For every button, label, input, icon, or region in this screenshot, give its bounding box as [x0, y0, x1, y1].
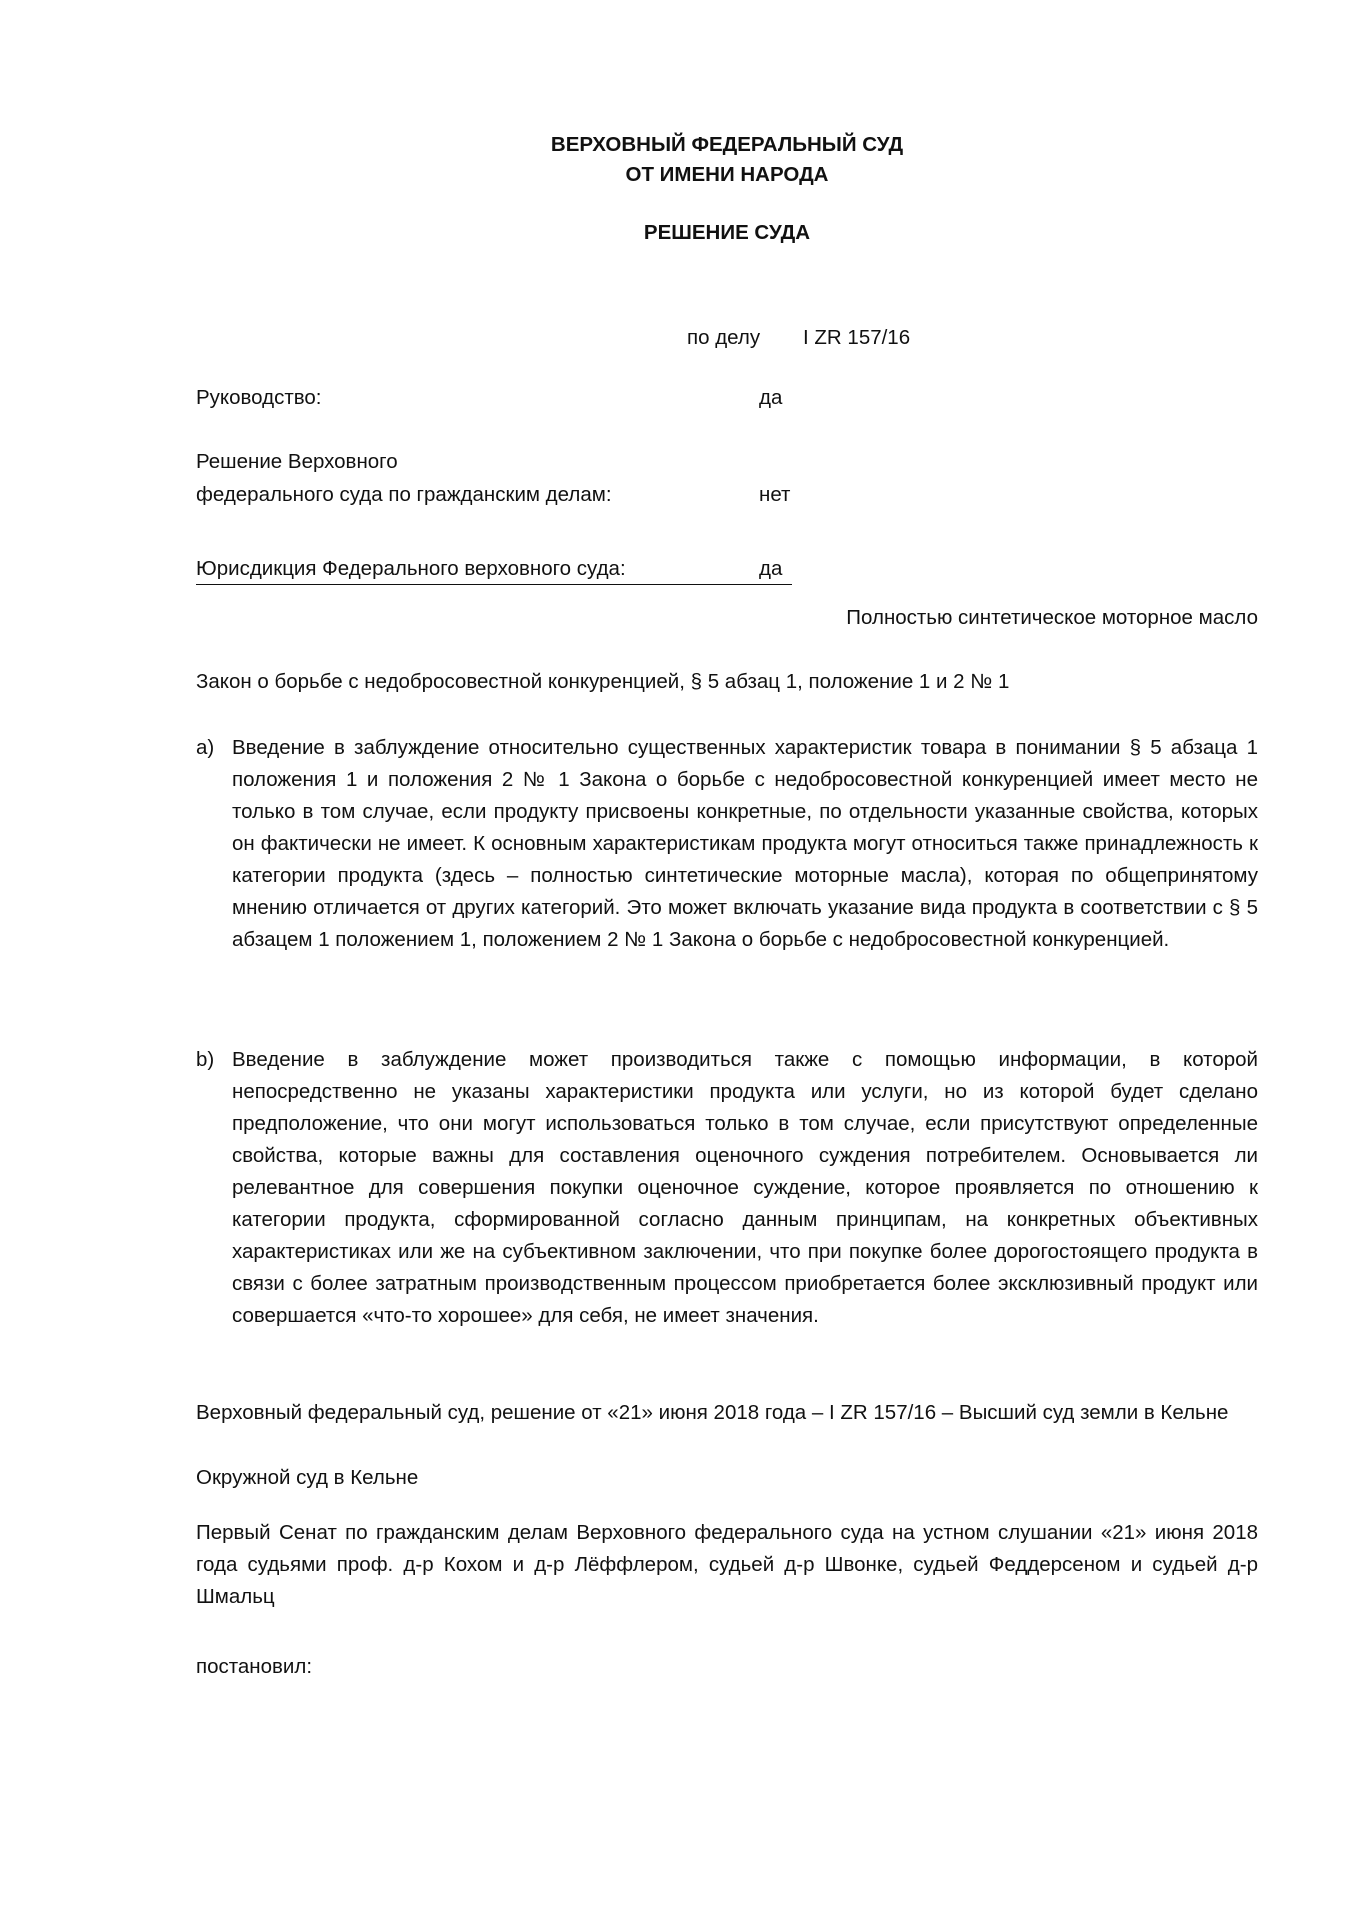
headnote-marker: a) — [196, 736, 215, 759]
case-number: I ZR 157/16 — [803, 326, 911, 349]
senate-paragraph: Первый Сенат по гражданским делам Верховного федерального суда на устном слушании «21» июня 2018 года судьями проф. д-р Кохом и д-р Лёффлером, судьей д-р Швонке, судьей Феддерсеном и судьей д-р Шмальц — [196, 1521, 1258, 1608]
guidance-label: Руководство: — [196, 386, 322, 409]
court-title: ВЕРХОВНЫЙ ФЕДЕРАЛЬНЫЙ СУД — [550, 133, 904, 156]
bghz-value: нет — [759, 483, 791, 506]
bghz-label-line2: федерального суда по гражданским делам: — [196, 483, 612, 506]
keyword: Полностью синтетическое моторное масло — [846, 606, 1258, 629]
document-type-heading: РЕШЕНИЕ СУДА — [643, 221, 811, 244]
headnote-a — [196, 732, 1258, 956]
ruling-label: постановил: — [196, 1655, 313, 1678]
lower-court: Окружной суд в Кельне — [196, 1466, 419, 1489]
court-subtitle: ОТ ИМЕНИ НАРОДА — [625, 163, 829, 186]
bghz-label-line1: Решение Верховного — [196, 450, 398, 473]
law-reference: Закон о борьбе с недобросовестной конкуренцией, § 5 абзац 1, положение 1 и 2 № 1 — [196, 670, 1010, 693]
guidance-value: да — [759, 386, 783, 409]
bgh-jurisdiction-row — [196, 553, 792, 585]
bgh-jurisdiction-label: Юрисдикция Федерального верховного суда: — [196, 557, 626, 580]
headnote-text: Введение в заблуждение может производиться также с помощью информации, в которой непосредственно не указаны характеристики продукта или услуги, но из которой будет сделано предположение, что они могут использоваться только в том случае, если присутствуют определенные свойства, которые важны для составления оценочного суждения потребителем. Основывается ли релевантное для совершения покупки оценочное суждение, которое проявляется по отношению к категории продукта, сформированной согласно данным принципам, на конкретных объективных характеристиках или же на субъективном заключении, что при покупке более дорогостоящего продукта в связи с более затратным производственным процессом приобретается более эксклюзивный продукт или совершается «что-то хорошее» для себя, не имеет значения. — [232, 1048, 1258, 1327]
case-label: по делу — [687, 326, 761, 349]
bgh-jurisdiction-value: да — [759, 557, 783, 580]
citation: Верховный федеральный суд, решение от «21» июня 2018 года – I ZR 157/16 – Высший суд земли в Кельне — [196, 1401, 1229, 1424]
headnote-b — [196, 1044, 1258, 1332]
headnote-marker: b) — [196, 1048, 215, 1071]
headnote-text: Введение в заблуждение относительно существенных характеристик товара в понимании § 5 абзаца 1 положения 1 и положения 2 № 1 Закона о борьбе с недобросовестной конкуренцией имеет место не только в том случае, если продукту присвоены конкретные, по отдельности указанные свойства, которых он фактически не имеет. К основным характеристикам продукта могут относиться также принадлежность к категории продукта (здесь – полностью синтетические моторные масла), которая по общепринятому мнению отличается от других категорий. Это может включать указание вида продукта в соответствии с § 5 абзацем 1 положением 1, положением 2 № 1 Закона о борьбе с недобросовестной конкуренцией. — [232, 736, 1258, 951]
